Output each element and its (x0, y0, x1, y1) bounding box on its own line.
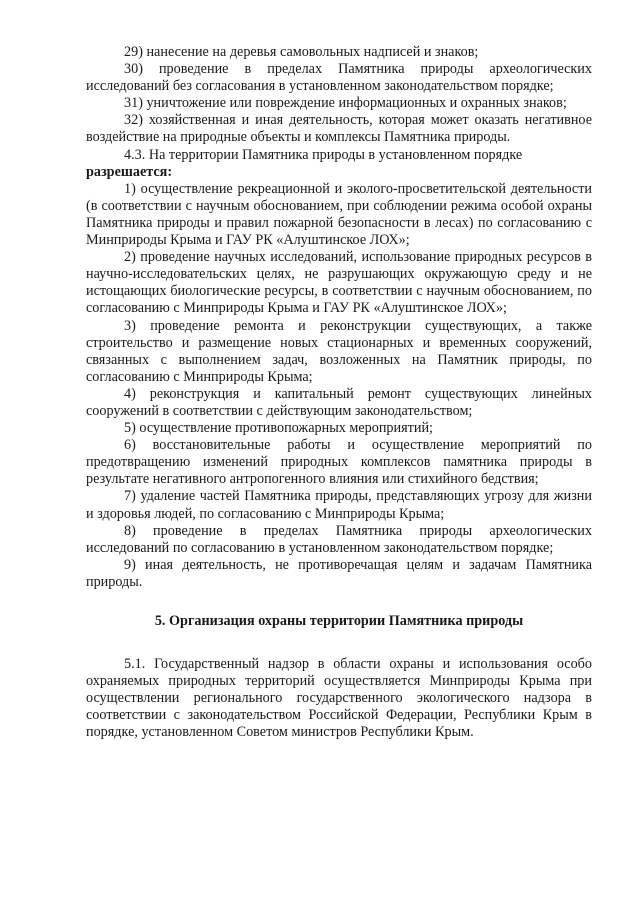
list-item-32: 32) хозяйственная и иная деятельность, которая может оказать негативное воздействие на природные объекты и комплексы Памятника природы. (86, 112, 592, 146)
allowed-item-6: 6) восстановительные работы и осуществление мероприятий по предотвращению изменений природных комплексов памятника природы в результате негативного антропогенного влияния или стихийного бедствия; (86, 437, 592, 488)
allowed-item-5: 5) осуществление противопожарных мероприятий; (124, 420, 433, 437)
section-4-3-intro (86, 147, 592, 181)
allowed-item-1: 1) осуществление рекреационной и эколого-просветительской деятельности (в соответствии с научным обоснованием, при соблюдении режима особой охраны Памятника природы и правил пожарной безопасности в лесах) по согласованию с Минприроды Крыма и ГАУ РК «Алуштинское ЛОХ»; (86, 180, 592, 249)
allowed-item-8: 8) проведение в пределах Памятника природы археологических исследований по согласованию в установленном законодательством порядке; (86, 522, 592, 556)
allowed-item-9: 9) иная деятельность, не противоречащая целям и задачам Памятника природы. (86, 556, 592, 590)
allowed-item-2: 2) проведение научных исследований, использование природных ресурсов в научно-исследовательских целях, не разрушающих окружающую среду и не истощающих биологические ресурсы, в соответствии с научным обоснованием, по согласованию с Минприроды Крыма и ГАУ РК «Алуштинское ЛОХ»; (86, 249, 592, 317)
section-4-3-intro-text: 4.3. На территории Памятника природы в установленном порядке (124, 146, 523, 163)
list-item-31: 31) уничтожение или повреждение информационных и охранных знаков; (124, 95, 567, 112)
section-5-1-paragraph: 5.1. Государственный надзор в области охраны и использования особо охраняемых природных территорий осуществляется Минприроды Крыма при осуществлении регионального государственного экологического надзора в соответствии с законодательством Российской Федерации, Республики Крым в порядке, установленном Советом министров Республики Крым. (86, 656, 592, 741)
allowed-item-7: 7) удаление частей Памятника природы, представляющих угрозу для жизни и здоровья людей, по согласованию с Минприроды Крыма; (86, 488, 592, 522)
list-item-30: 30) проведение в пределах Памятника природы археологических исследований без согласования в установленном законодательством порядке; (86, 61, 592, 95)
list-item-29: 29) нанесение на деревья самовольных надписей и знаков; (124, 44, 479, 60)
section-4-3-allowed-label: разрешается: (86, 163, 173, 180)
allowed-item-4: 4) реконструкция и капитальный ремонт существующих линейных сооружений в соответствии с действующим законодательством; (86, 385, 592, 419)
allowed-item-3: 3) проведение ремонта и реконструкции существующих, а также строительство и размещение новых стационарных и временных сооружений, связанных с выполнением задач, возложенных на Памятник природы, по согласованию с Минприроды Крыма; (86, 317, 592, 385)
section-5-heading: 5. Организация охраны территории Памятника природы (154, 613, 524, 629)
